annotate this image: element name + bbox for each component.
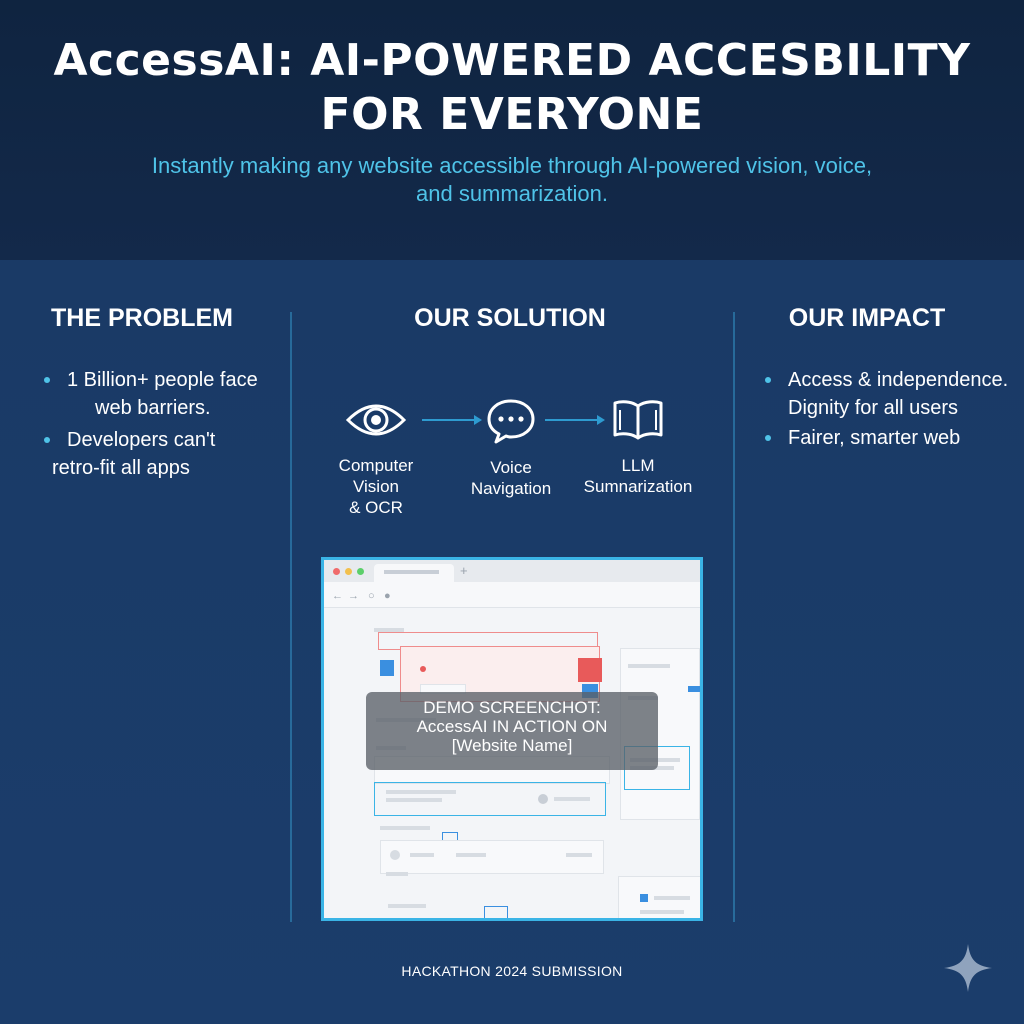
- problem-bullet-1-line-1: 1 Billion+ people face: [67, 369, 258, 391]
- demo-caption-line-2: AccessAI IN ACTION ON: [416, 717, 608, 736]
- demo-screenshot-caption: [366, 692, 658, 770]
- problem-bullet-1-line-2: web barriers.: [95, 397, 211, 419]
- flow-step-voice-navigation: [460, 398, 562, 499]
- window-maximize-dot: [357, 568, 364, 575]
- problem-bullet-2: [44, 426, 274, 482]
- sparkle-icon: [942, 942, 994, 994]
- header-banner: [0, 0, 1024, 260]
- demo-caption-line-1: DEMO SCREENCHOT:: [423, 698, 601, 717]
- highlight-marker-blue: [380, 660, 394, 676]
- flow-step-2-line-2: Navigation: [470, 479, 552, 498]
- flow-step-llm-summarization: [579, 398, 697, 497]
- browser-nav-bar: [324, 582, 700, 608]
- impact-bullet-2: [765, 424, 1015, 452]
- title-line-1: AccessAI: AI-POWERED ACCESBILITY: [53, 35, 971, 86]
- bullet-dot: [44, 437, 50, 443]
- bullet-dot: [765, 377, 771, 383]
- title-line-2: FOR EVERYONE: [320, 89, 704, 140]
- window-minimize-dot: [345, 568, 352, 575]
- flow-step-1-line-2: Vision: [353, 477, 399, 496]
- problem-list: [44, 366, 274, 484]
- back-icon: ←: [332, 590, 343, 602]
- problem-bullet-1: [44, 366, 274, 422]
- impact-bullet-1: [765, 366, 1015, 422]
- footer-label: HACKATHON 2024 SUBMISSION: [401, 963, 623, 979]
- subtitle-line-1: Instantly making any website accessible through AI-powered vision, voice,: [151, 153, 873, 178]
- window-close-dot: [333, 568, 340, 575]
- speech-bubble-icon: [486, 398, 536, 444]
- problem-bullet-2-line-2: retro-fit all apps: [52, 457, 190, 479]
- problem-bullet-2-line-1: Developers can't: [67, 429, 216, 451]
- subtitle-line-2: and summarization.: [416, 181, 608, 206]
- impact-list: [765, 366, 1015, 454]
- new-tab-icon: +: [460, 563, 468, 578]
- column-divider-right: [733, 312, 735, 922]
- flow-step-1-line-3: & OCR: [349, 498, 403, 517]
- page-subtitle: [110, 152, 914, 208]
- flow-step-computer-vision: [335, 398, 417, 518]
- flow-step-3-line-1: LLM: [621, 456, 655, 475]
- flow-step-3-line-2: Sumnarization: [583, 477, 693, 496]
- column-divider-left: [290, 312, 292, 922]
- browser-title-bar: [324, 560, 700, 582]
- impact-bullet-2-line-1: Fairer, smarter web: [788, 427, 961, 449]
- page-title: [40, 34, 984, 142]
- impact-bullet-1-line-1: Access & independence.: [788, 369, 1009, 391]
- flow-step-1-line-1: Computer: [338, 456, 414, 475]
- impact-bullet-1-line-2: Dignity for all users: [788, 397, 959, 419]
- solution-heading: OUR SOLUTION: [414, 304, 606, 332]
- site-info-icon: ●: [384, 590, 391, 602]
- highlight-marker-red: [578, 658, 602, 682]
- problem-heading: THE PROBLEM: [51, 304, 233, 332]
- browser-tab: [374, 564, 454, 582]
- bullet-dot: [44, 377, 50, 383]
- impact-heading: OUR IMPACT: [788, 304, 946, 332]
- bullet-dot: [765, 435, 771, 441]
- open-book-icon: [611, 398, 665, 442]
- reload-icon: ○: [368, 590, 375, 602]
- demo-caption-line-3: [Website Name]: [451, 736, 573, 755]
- flow-step-2-line-1: Voice: [490, 458, 532, 477]
- forward-icon: →: [348, 590, 359, 602]
- eye-icon: [345, 398, 407, 442]
